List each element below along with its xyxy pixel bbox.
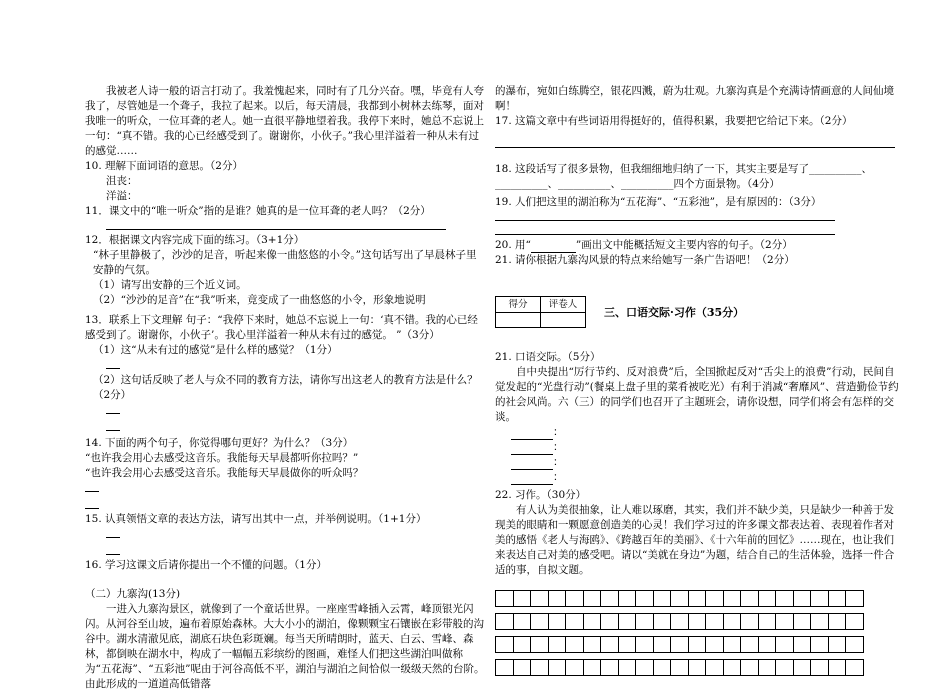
grid-cell[interactable] [513,614,531,630]
grid-cell[interactable] [548,614,566,630]
grid-cell[interactable] [653,614,671,630]
grid-cell[interactable] [758,637,776,653]
grid-cell[interactable] [601,614,619,630]
grid-cell[interactable] [531,660,549,676]
grid-cell[interactable] [601,660,619,676]
q20-suffix: ”画出文中能概括短文主要内容的句子。（2分） [575,239,793,251]
question-14: 14. 下面的两个句子，你觉得哪句更好？为什么？（3分） [85,437,354,449]
colon: ： [553,441,564,453]
grid-cell[interactable] [846,660,864,676]
grid-cell[interactable] [566,591,584,607]
grid-cell[interactable] [601,637,619,653]
grid-cell[interactable] [688,660,706,676]
dialogue-lines [495,425,900,485]
grid-cell[interactable] [811,591,829,607]
grid-cell[interactable] [811,614,829,630]
score-cell[interactable] [496,313,541,328]
question-17: 17. 这篇文章中有些词语用得挺好的，值得积累，我要把它给记下来。（2分） [495,115,853,127]
grid-cell[interactable] [618,591,636,607]
question-22: 22. 习作。（30分） [495,489,587,501]
grid-cell[interactable] [706,637,724,653]
grid-cell[interactable] [653,660,671,676]
grid-cell[interactable] [811,637,829,653]
q12-sub-2: （2）“沙沙的足音”在“我”听来，竟变成了一曲悠悠的小令，形象地说明 [93,294,426,306]
score-table [495,296,586,328]
grid-cell[interactable] [793,637,811,653]
q20-prefix: 20. 用“ [495,239,531,251]
q10-term-2: 洋溢： [106,190,138,202]
question-16: 16. 学习这课文后请你提出一个不懂的问题。（1分） [85,559,327,571]
grid-cell[interactable] [723,614,741,630]
grid-cell[interactable] [531,591,549,607]
grid-cell[interactable] [758,591,776,607]
grid-cell[interactable] [776,614,794,630]
grid-cell[interactable] [671,660,689,676]
answer-line[interactable] [85,498,99,509]
colon: ： [553,426,564,438]
colon: ： [553,456,564,468]
grid-cell[interactable] [566,614,584,630]
grid-cell[interactable] [618,660,636,676]
left-column [85,84,485,692]
grid-cell[interactable] [583,614,601,630]
question-19: 19. 人们把这里的湖泊称为“五花海”、“五彩池”，是有原因的：（3分） [495,196,822,208]
grid-cell[interactable] [496,637,514,653]
q14-sentence-b: “也许我会用心去感受这音乐。我能每天早晨做你的听众吗？ [85,467,364,479]
grid-cell[interactable] [741,660,759,676]
grid-cell[interactable] [513,637,531,653]
grid-cell[interactable] [758,614,776,630]
grid-cell[interactable] [636,637,654,653]
grid-cell[interactable] [583,637,601,653]
q13-sub-2: （2）这句话反映了老人与众不同的教育方法，请你写出这老人的教育方法是什么？（2分） [93,374,478,401]
grid-cell[interactable] [513,591,531,607]
answer-line[interactable] [106,527,120,538]
question-21-ad: 21. 请你根据九寨沟风景的特点来给她写一条广告语吧！（2分） [495,254,795,266]
grid-cell[interactable] [846,637,864,653]
answer-line[interactable] [106,358,120,369]
grid-cell[interactable] [706,591,724,607]
question-13: 13．联系上下文理解 句子：“我停下来时，她总不忘说上一句：‘真不错。我的心已经感受到了。谢谢你，小伙子’。我心里洋溢着一种从未有过的感觉。 ”（3分） [85,314,478,341]
answer-line[interactable] [495,210,835,221]
grid-cell[interactable] [636,614,654,630]
grid-cell[interactable] [723,660,741,676]
grader-label: 评卷人 [541,297,586,313]
q10-term-1: 沮丧： [106,175,138,187]
grid-cell[interactable] [671,591,689,607]
grid-cell[interactable] [706,614,724,630]
question-11: 11．课文中的“唯一听众”指的是谁？她真的是一位耳聋的老人吗？（2分） [85,205,431,217]
grid-cell[interactable] [513,660,531,676]
grid-cell[interactable] [566,637,584,653]
grid-row[interactable] [495,636,864,653]
question-12: 12．根据课文内容完成下面的练习。（3+1分） [85,234,305,246]
grid-cell[interactable] [776,660,794,676]
grid-cell[interactable] [776,637,794,653]
question-20 [495,238,900,253]
grid-cell[interactable] [811,660,829,676]
answer-line[interactable] [511,444,553,455]
grid-cell[interactable] [601,591,619,607]
grid-cell[interactable] [758,660,776,676]
answer-line[interactable] [85,481,99,492]
section-3-header [495,296,900,328]
underline-sample [531,241,576,253]
grid-cell[interactable] [723,591,741,607]
grid-row[interactable] [495,659,864,676]
grid-cell[interactable] [583,591,601,607]
grid-cell[interactable] [688,637,706,653]
grid-cell[interactable] [636,660,654,676]
grid-cell[interactable] [583,660,601,676]
grid-cell[interactable] [793,614,811,630]
grid-cell[interactable] [618,637,636,653]
q22-text: 有人认为美很抽象，让人难以琢磨，其实，我们并不缺少美，只是缺少一种善于发现美的眼睛和一颗愿意创造美的心灵！我们学习过的许多课文都表达着、表现着作者对美的感悟《老人与海鸥》、《跨越百年的美丽》、《十六年前的回忆》……现在，也让我们来表达自己对美的感受吧。请以“美就在身边”为题，结合自己的生活体验，选择一件合适的事，自拟文题。 [495,504,895,576]
grid-cell[interactable] [496,591,514,607]
q21-oral-text: 自中央提出“厉行节约、反对浪费”后，全国掀起反对“舌尖上的浪费”行动，民间自觉发起的“光盘行动”(餐桌上盘子里的菜肴被吃光）有利于消减“奢靡风”、营造勤俭节约的社会风尚。六（三）的同学们也召开了主题班会，请你设想，同学们将会有怎样的交谈。 [495,366,899,423]
answer-line[interactable] [495,137,895,148]
answer-line[interactable] [511,429,553,440]
answer-line[interactable] [106,403,120,414]
grid-cell[interactable] [846,591,864,607]
answer-line[interactable] [106,420,120,431]
question-15: 15. 认真领悟文章的表达方法，请写出其中一点，并举例说明。（1+1分） [85,513,427,525]
grid-cell[interactable] [846,614,864,630]
section-3-title: 三、口语交际·习作（35分） [604,306,745,319]
passage-paragraph: 我被老人诗一般的语言打动了。我羞愧起来，同时有了几分兴奋。嘿，毕竟有人夸我了，尽管她是一个聋子，我拉了起来。以后，每天清晨，我都到小树林去练琴，面对我唯一的听众，一位耳聋的老人。她一直很平静地望着我。我停下来时，她总不忘说上一句：“真不错。我的心已经感受到了。谢谢你，小伙子。”我心里洋溢着一种从未有过的感觉…… [85,85,484,157]
grid-cell[interactable] [828,660,846,676]
answer-line[interactable] [106,219,446,230]
answer-line[interactable] [106,544,120,555]
grid-cell[interactable] [828,637,846,653]
grid-cell[interactable] [566,660,584,676]
q14-sentence-a: “也许我会用心去感受这音乐。我能每天早晨都听你拉吗？” [85,452,359,464]
part2-passage: 一进入九寨沟景区，就像到了一个童话世界。一座座雪峰插入云霄，峰顶银光闪闪。从河谷至山坡，遍布着原始森林。大大小小的湖泊，像颗颗宝石镶嵌在彩带般的沟谷中。湖水清澈见底，湖底石块色彩斑斓。每当天所晴朗时，蓝天、白云、雪峰、森林，都倒映在湖水中，构成了一幅幅五彩缤纷的图画，难怪人们把这些湖泊叫做称为“五花海”、“五彩池”呢由于河谷高低不平，湖泊与湖泊之间恰似一级级天然的台阶。由此形成的一道道高低错落 [85,603,485,690]
grid-cell[interactable] [618,614,636,630]
grid-cell[interactable] [531,614,549,630]
grid-cell[interactable] [496,660,514,676]
grid-cell[interactable] [636,591,654,607]
grid-cell[interactable] [688,591,706,607]
grid-cell[interactable] [741,637,759,653]
grid-cell[interactable] [531,637,549,653]
answer-line[interactable] [511,459,553,470]
grid-cell[interactable] [548,591,566,607]
grid-cell[interactable] [496,614,514,630]
passage-continuation: 的瀑布，宛如白练腾空，银花四溅，蔚为壮观。九寨沟真是个充满诗情画意的人间仙境啊！ [495,85,894,112]
grid-cell[interactable] [548,637,566,653]
grid-cell[interactable] [793,591,811,607]
grid-cell[interactable] [828,591,846,607]
answer-line[interactable] [495,224,835,235]
colon: ： [553,471,564,483]
question-10: 10. 理解下面词语的意思。（2分） [85,160,243,172]
grader-cell[interactable] [541,313,586,328]
grid-cell[interactable] [688,614,706,630]
grid-row[interactable] [495,613,864,630]
grid-cell[interactable] [776,591,794,607]
answer-line[interactable] [511,474,553,485]
writing-grid [495,590,900,676]
grid-cell[interactable] [653,637,671,653]
grid-cell[interactable] [741,591,759,607]
grid-cell[interactable] [828,614,846,630]
score-label: 得分 [496,297,541,313]
q12-quote: “林子里静极了，沙沙的足音，听起来像一曲悠悠的小令。”这句话写出了早晨林子里安静的气氛。 [93,249,477,276]
grid-cell[interactable] [793,660,811,676]
grid-cell[interactable] [741,614,759,630]
grid-row[interactable] [495,590,864,607]
grid-cell[interactable] [653,591,671,607]
question-18: 18. 这段话写了很多景物，但我细细地归纳了一下，其实主要是写了__________、__________、__________、__________四个方面景物。（4分） [495,163,873,190]
part2-title: （二）九寨沟(13分) [85,588,181,600]
grid-cell[interactable] [671,614,689,630]
q13-sub-1: （1）这“从未有过的感觉”是什么样的感觉？（1分） [93,344,338,356]
grid-cell[interactable] [723,637,741,653]
grid-cell[interactable] [706,660,724,676]
q12-sub-1: （1）请写出安静的三个近义词。 [93,279,247,291]
question-21-oral: 21. 口语交际。（5分） [495,351,601,363]
grid-cell[interactable] [671,637,689,653]
grid-cell[interactable] [548,660,566,676]
right-column [495,84,900,676]
